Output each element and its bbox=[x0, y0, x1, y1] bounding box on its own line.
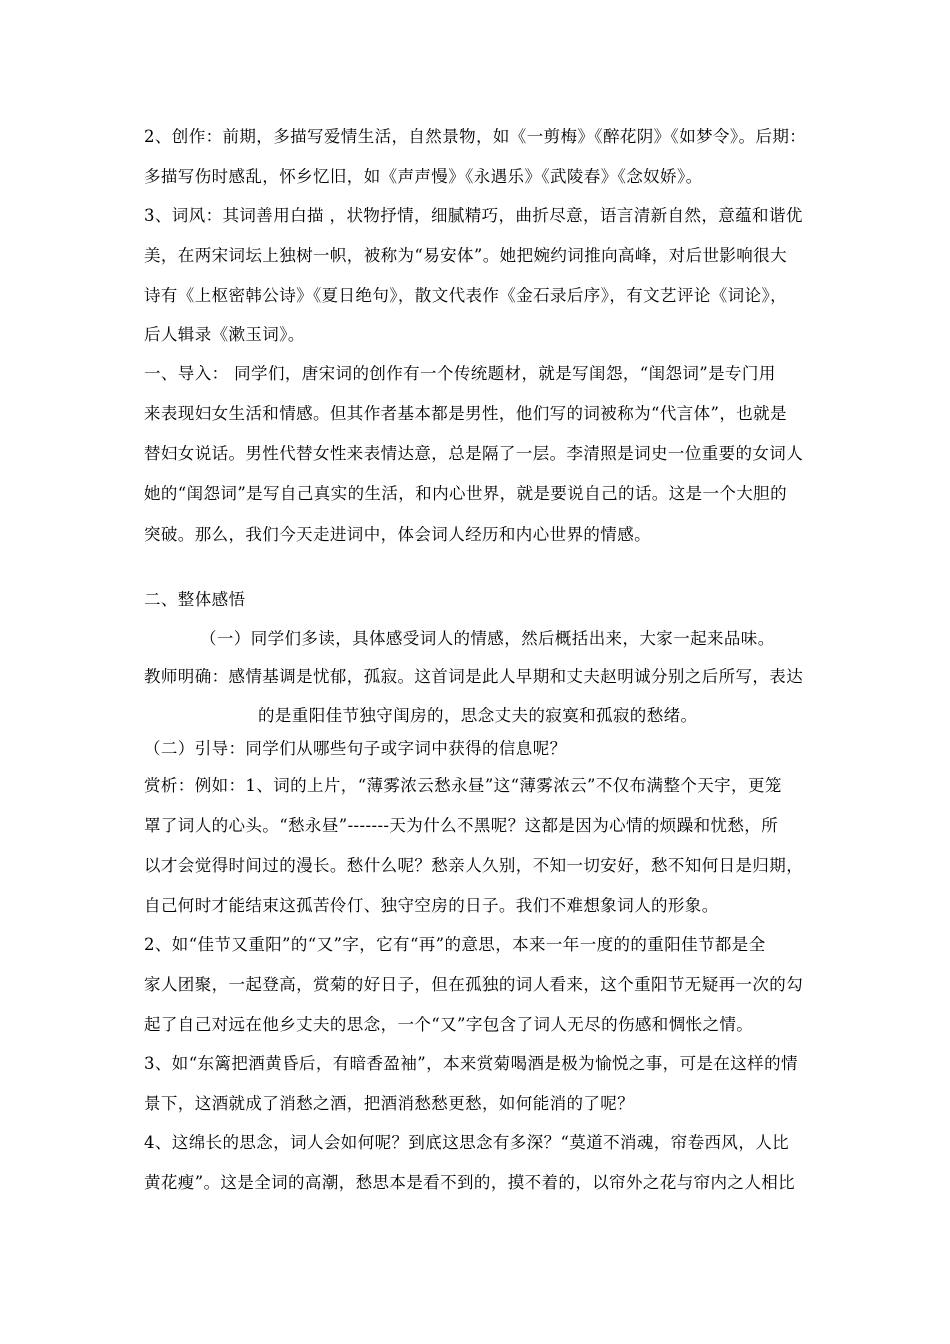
paragraph-line: 景下，这酒就成了消愁之酒，把酒消愁愁更愁，如何能消的了呢？ bbox=[144, 1094, 635, 1113]
paragraph-line: 一、导入： 同学们，唐宋词的创作有一个传统题材，就是写闺怨，“闺怨词”是专门用 bbox=[144, 364, 776, 383]
paragraph-line: 3、如“东篱把酒黄昏后，有暗香盈袖”，本来赏菊喝酒是极为愉悦之事，可是在这样的情 bbox=[144, 1054, 798, 1073]
paragraph-line: 以才会觉得时间过的漫长。愁什么呢？愁亲人久别，不知一切安好，愁不知何日是归期， bbox=[144, 856, 804, 875]
paragraph-line: 替妇女说话。男性代替女性来表情达意，总是隔了一层。李清照是词史一位重要的女词人 bbox=[144, 444, 804, 463]
paragraph-line: 家人团聚，一起登高，赏菊的好日子，但在孤独的词人看来，这个重阳节无疑再一次的勾 bbox=[144, 975, 804, 994]
paragraph-line: （二）引导：同学们从哪些句子或字词中获得的信息呢？ bbox=[144, 739, 567, 758]
paragraph-line: 起了自己对远在他乡丈夫的思念，一个“又”字包含了词人无尽的伤感和惆怅之情。 bbox=[144, 1015, 754, 1034]
paragraph-line: 赏析：例如：1、词的上片，“薄雾浓云愁永昼”这“薄雾浓云”不仅布满整个天宇，更笼 bbox=[144, 776, 782, 795]
paragraph-line: 黄花瘦”。这是全词的高潮，愁思本是看不到的，摸不着的，以帘外之花与帘内之人相比 bbox=[144, 1173, 796, 1192]
paragraph-line: 2、创作：前期，多描写爱情生活，自然景物，如《一剪梅》《醉花阴》《如梦令》。后期： bbox=[144, 127, 807, 146]
paragraph-line: 3、词风：其词善用白描 ，状物抒情，细腻精巧，曲折尽意，语言清新自然，意蕴和谐优 bbox=[144, 206, 803, 225]
paragraph-line: 的是重阳佳节独守闺房的，思念丈夫的寂寞和孤寂的愁绪。 bbox=[258, 706, 698, 725]
paragraph-line: 后人辑录《漱玉词》。 bbox=[144, 325, 305, 344]
paragraph-line: （一）同学们多读，具体感受词人的情感，然后概括出来，大家一起来品味。 bbox=[200, 629, 775, 648]
paragraph-line: 4、这绵长的思念，词人会如何呢？到底这思念有多深？“莫道不消魂，帘卷西风，人比 bbox=[144, 1133, 790, 1152]
section-heading: 二、整体感悟 bbox=[144, 590, 246, 609]
paragraph-line: 美，在两宋词坛上独树一帜，被称为“易安体”。她把婉约词推向高峰，对后世影响很大 bbox=[144, 246, 787, 265]
paragraph-line: 多描写伤时感乱，怀乡忆旧，如《声声慢》《永遇乐》《武陵春》《念奴娇》。 bbox=[144, 167, 703, 186]
paragraph-line: 诗有《上枢密韩公诗》《夏日绝句》，散文代表作《金石录后序》，有文艺评论《词论》， bbox=[144, 286, 787, 305]
paragraph-line: 教师明确：感情基调是忧郁，孤寂。这首词是此人早期和丈夫赵明诚分别之后所写，表达 bbox=[144, 667, 804, 686]
paragraph-line: 她的“闺怨词”是写自己真实的生活，和内心世界，就是要说自己的话。这是一个大胆的 bbox=[144, 484, 787, 503]
paragraph-line: 2、如“佳节又重阳”的“又”字，它有“再”的意思，本来一年一度的的重阳佳节都是全 bbox=[144, 935, 766, 954]
paragraph-line: 罩了词人的心头。“愁永昼”-------天为什么不黑呢？这都是因为心情的烦躁和忧愁，所 bbox=[144, 816, 779, 835]
paragraph-line: 自己何时才能结束这孤苦伶仃、独守空房的日子。我们不难想象词人的形象。 bbox=[144, 896, 719, 915]
paragraph-line: 突破。那么，我们今天走进词中，体会词人经历和内心世界的情感。 bbox=[144, 525, 651, 544]
paragraph-line: 来表现妇女生活和情感。但其作者基本都是男性，他们写的词被称为“代言体”，也就是 bbox=[144, 404, 787, 423]
